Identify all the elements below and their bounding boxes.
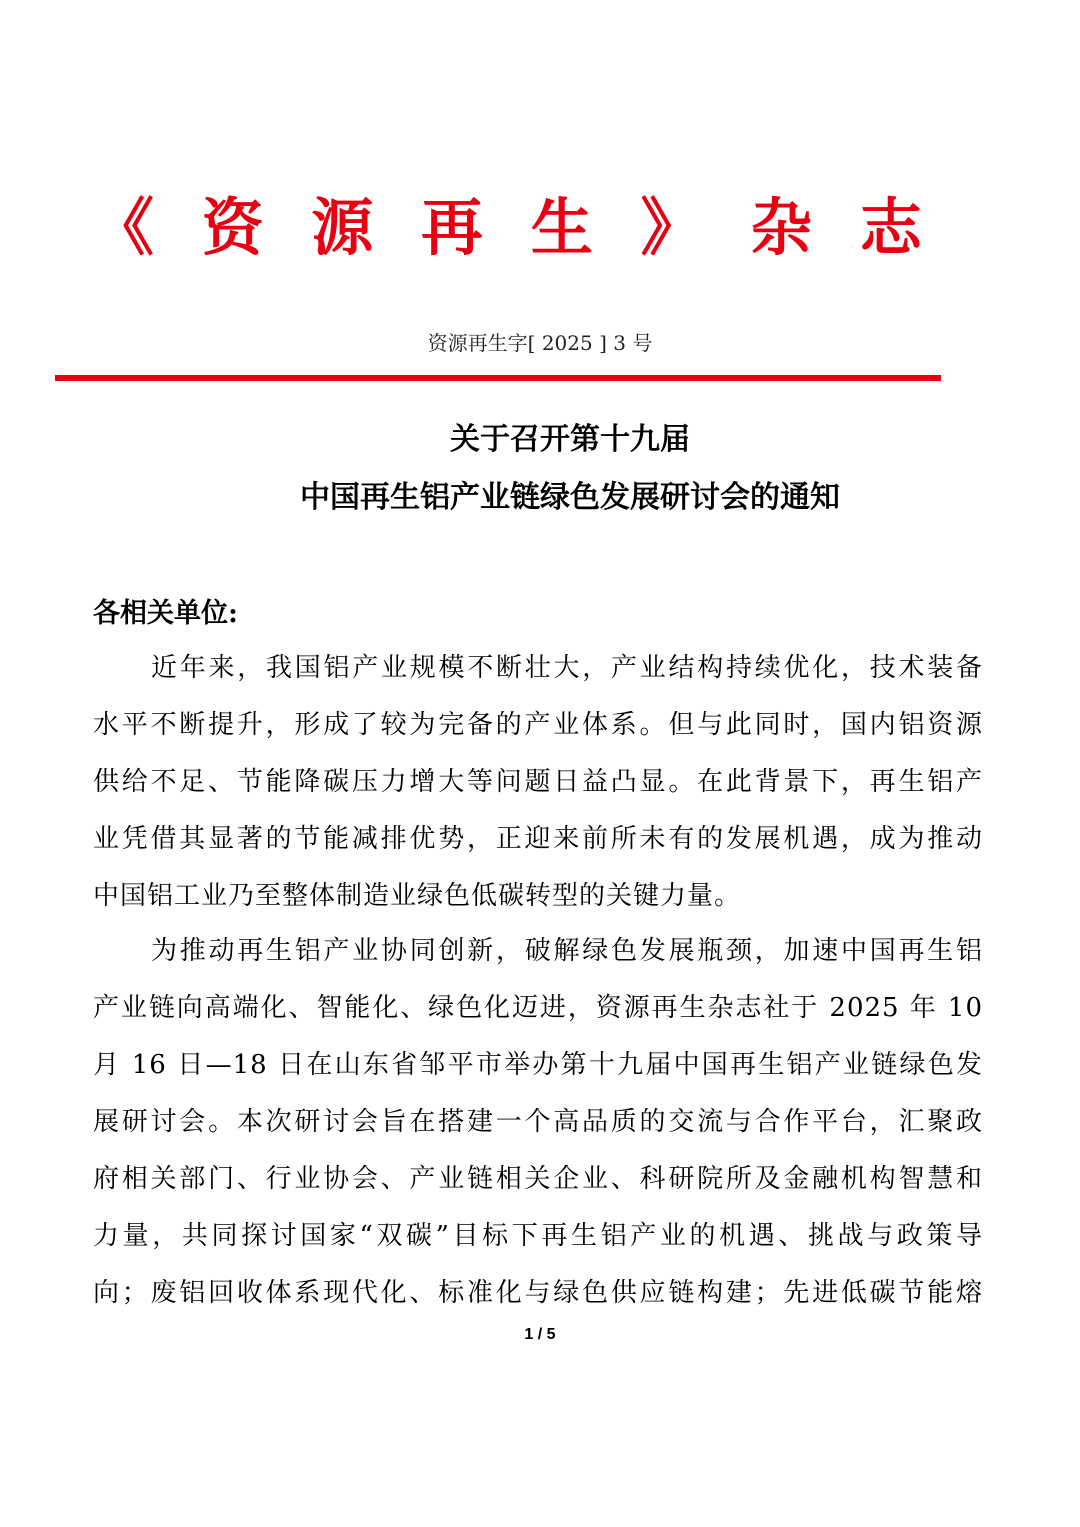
document-number: 资源再生字[ 2025 ] 3 号: [427, 331, 653, 355]
paragraph-line: 水平不断提升，形成了较为完备的产业体系。但与此同时，国内铝资源: [93, 710, 983, 740]
masthead-char: 杂: [750, 191, 813, 264]
paragraph-line: 供给不足、节能降碳压力增大等问题日益凸显。在此背景下，再生铝产: [93, 767, 983, 797]
page-number: 1 / 5: [524, 1326, 556, 1343]
masthead-char: 资: [201, 191, 264, 264]
paragraph-line: 业凭借其显著的节能减排优势，正迎来前所未有的发展机遇，成为推动: [93, 824, 983, 854]
masthead-char: 》: [640, 191, 703, 264]
masthead-char: 《: [92, 191, 155, 264]
paragraph-line: 近年来，我国铝产业规模不断壮大，产业结构持续优化，技术装备: [151, 653, 983, 683]
paragraph-line: 向；废铝回收体系现代化、标准化与绿色供应链构建；先进低碳节能熔: [93, 1278, 983, 1308]
salutation: 各相关单位:: [93, 598, 238, 629]
paragraph-line: 为推动再生铝产业协同创新，破解绿色发展瓶颈，加速中国再生铝: [151, 936, 983, 966]
paragraph-line: 产业链向高端化、智能化、绿色化迈进，资源再生杂志社于 2025 年 10: [93, 993, 983, 1023]
paragraph-line: 力量，共同探讨国家“双碳”目标下再生铝产业的机遇、挑战与政策导: [93, 1221, 983, 1251]
paragraph-line: 府相关部门、行业协会、产业链相关企业、科研院所及金融机构智慧和: [93, 1164, 983, 1194]
notice-title-line-1: 关于召开第十九届: [450, 422, 690, 457]
masthead: [92, 188, 922, 268]
paragraph-1: [93, 640, 983, 925]
masthead-char: 生: [530, 191, 593, 264]
paragraph-line: 中国铝工业乃至整体制造业绿色低碳转型的关键力量。: [93, 881, 742, 911]
red-divider: [55, 375, 941, 381]
paragraph-line: 展研讨会。本次研讨会旨在搭建一个高品质的交流与合作平台，汇聚政: [93, 1107, 983, 1137]
paragraph-line: 月 16 日—18 日在山东省邹平市举办第十九届中国再生铝产业链绿色发: [93, 1050, 983, 1080]
masthead-char: 源: [311, 191, 374, 264]
masthead-char: 志: [859, 191, 922, 264]
paragraph-2: [93, 923, 983, 1322]
notice-title-line-2: 中国再生铝产业链绿色发展研讨会的通知: [300, 480, 840, 515]
masthead-char: 再: [421, 191, 484, 264]
